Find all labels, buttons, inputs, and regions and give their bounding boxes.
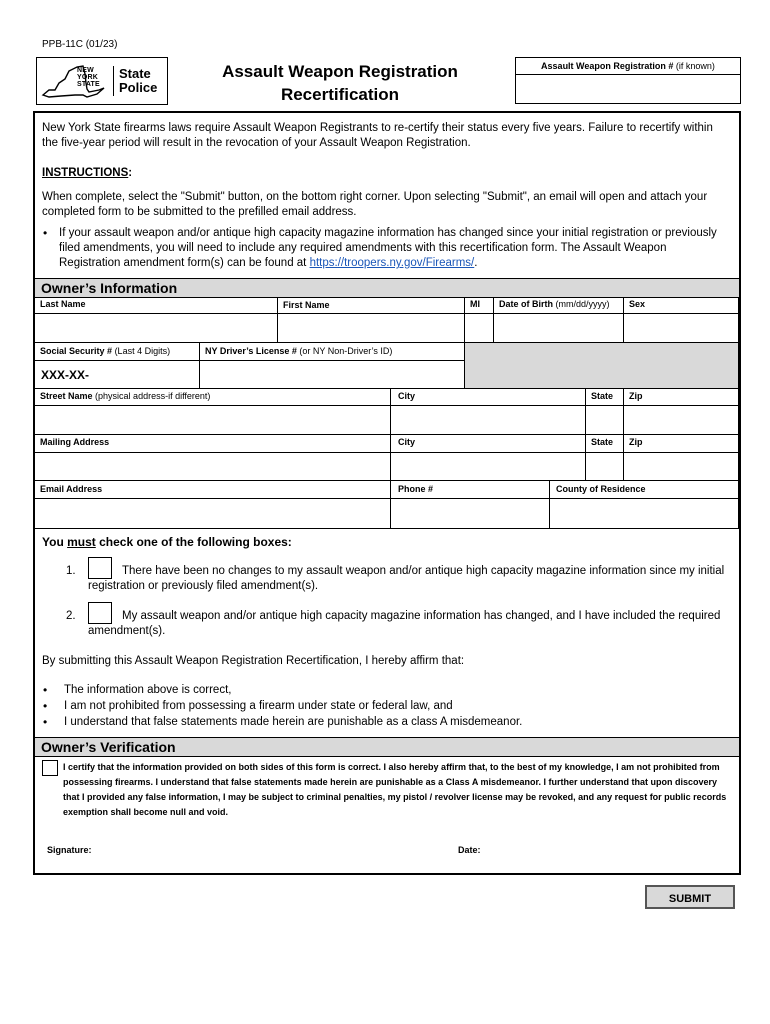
first-name-field[interactable] [278, 297, 465, 343]
affirm-bullet-2: I am not prohibited from possessing a firearm under state or federal law, and [64, 700, 453, 712]
form-code: PPB-11C (01/23) [42, 39, 118, 50]
mailing-city-label: City [398, 437, 416, 447]
intro-paragraph: New York State firearms laws require Assault Weapon Registrants to re-certify their status every five years. Failure to recertify within the five-year period will result in the revocation of your Assault Weapon Registration. [42, 122, 713, 149]
county-field[interactable] [550, 481, 739, 529]
instructions-heading: INSTRUCTIONS: [42, 167, 133, 179]
street-zip-field[interactable] [624, 389, 739, 435]
option1-text: There have been no changes to my assault weapon and/or antique high capacity magazine information since my initial registration or previously filed amendment(s). [88, 565, 725, 592]
affirm-bullet-1: The information above is correct, [64, 684, 232, 696]
last-name-label: Last Name [40, 299, 86, 309]
logo-state-words: NEW YORK STATE [77, 67, 100, 88]
mi-label: MI [470, 299, 480, 309]
form-title: Assault Weapon Registration Recertification [222, 62, 458, 104]
dob-field[interactable] [494, 297, 624, 343]
date-label: Date: [458, 845, 481, 855]
option1-number: 1. [66, 565, 76, 577]
street-zip-label: Zip [629, 391, 643, 401]
affirm-bullet-3: I understand that false statements made herein are punishable as a class A misdemeanor. [64, 716, 523, 728]
bullet-icon: • [43, 683, 48, 697]
county-label: County of Residence [556, 484, 646, 494]
drivers-license-field[interactable] [200, 343, 465, 389]
row5-label-divider [35, 498, 739, 499]
option2-number: 2. [66, 610, 76, 622]
email-address-field[interactable] [35, 481, 391, 529]
firearms-link[interactable]: https://troopers.ny.gov/Firearms/ [309, 257, 475, 269]
phone-field[interactable] [391, 481, 550, 529]
ssn-prefill: XXX-XX- [41, 368, 90, 382]
street-city-label: City [398, 391, 416, 401]
certify-checkbox[interactable] [42, 760, 58, 776]
signature-label: Signature: [47, 845, 92, 855]
mailing-zip-field[interactable] [624, 435, 739, 481]
affirm-text: By submitting this Assault Weapon Registration Recertification, I hereby affirm that: [42, 655, 465, 667]
instructions-bullet: If your assault weapon and/or antique high capacity magazine information has changed since your initial registration or previously filed amendments, you will need to include any required amendments with this recertification form. The Assault Weapon Registration amendment form(s) can be found at https://troopers.ny.gov/Firearms/. [59, 227, 717, 269]
signature-field[interactable] [110, 835, 440, 857]
first-name-label: First Name [283, 300, 330, 310]
bullet-icon: • [43, 226, 48, 240]
registration-number-label: Assault Weapon Registration # (if known) [516, 58, 740, 75]
sex-label: Sex [629, 299, 646, 309]
email-address-label: Email Address [40, 484, 103, 494]
bullet-icon: • [43, 699, 48, 713]
registration-number-box[interactable] [515, 57, 741, 104]
row4-label-divider [35, 452, 739, 453]
ssn-field[interactable] [35, 343, 200, 389]
row1-label-divider [35, 313, 739, 314]
sex-field[interactable] [624, 297, 739, 343]
row3-label-divider [35, 405, 739, 406]
mailing-city-field[interactable] [391, 435, 586, 481]
mailing-state-label: State [591, 437, 614, 447]
option2-text: My assault weapon and/or antique high capacity magazine information has changed, and I have included the required amendment(s). [88, 610, 721, 637]
gray-filler-cell [465, 343, 739, 389]
row2-label-divider [35, 360, 465, 361]
nys-police-logo [36, 57, 168, 105]
dob-label: Date of Birth (mm/dd/yyyy) [499, 299, 610, 309]
street-name-label: Street Name (physical address-if different) [40, 391, 211, 401]
ssn-label: Social Security # (Last 4 Digits) [40, 346, 171, 356]
must-check-heading: You must check one of the following boxes: [42, 535, 292, 549]
street-state-field[interactable] [586, 389, 624, 435]
instructions-text: When complete, select the "Submit" button, on the bottom right corner. Upon selecting "Submit", an email will open and attach your completed form to be submitted to the prefilled email address. [42, 191, 708, 218]
date-field[interactable] [490, 835, 730, 857]
drivers-license-label: NY Driver’s License # (or NY Non-Driver’s ID) [205, 346, 393, 356]
mailing-address-field[interactable] [35, 435, 391, 481]
logo-divider [113, 66, 114, 96]
last-name-field[interactable] [35, 297, 278, 343]
bullet-icon: • [43, 715, 48, 729]
street-city-field[interactable] [391, 389, 586, 435]
owners-verification-header: Owner’s Verification [35, 737, 739, 757]
mailing-address-label: Mailing Address [40, 437, 110, 447]
mailing-zip-label: Zip [629, 437, 643, 447]
logo-agency-name: State Police [119, 66, 158, 95]
mi-field[interactable] [465, 297, 494, 343]
certify-text: I certify that the information provided on both sides of this form is correct. I also hereby affirm that, to the best of my knowledge, I am not prohibited from possessing firearms. I understand that false statements made herein are punishable as a Class A misdemeanor. I further understand that upon discovery that I provided any false information, I may be subject to criminal penalties, my pistol / revolver license may be revoked, and any request for public records exemption shall become null and void. [63, 762, 727, 817]
submit-button[interactable]: SUBMIT [645, 885, 735, 909]
phone-label: Phone # [398, 484, 434, 494]
owners-information-header: Owner’s Information [35, 278, 739, 298]
street-name-field[interactable] [35, 389, 391, 435]
street-state-label: State [591, 391, 614, 401]
mailing-state-field[interactable] [586, 435, 624, 481]
